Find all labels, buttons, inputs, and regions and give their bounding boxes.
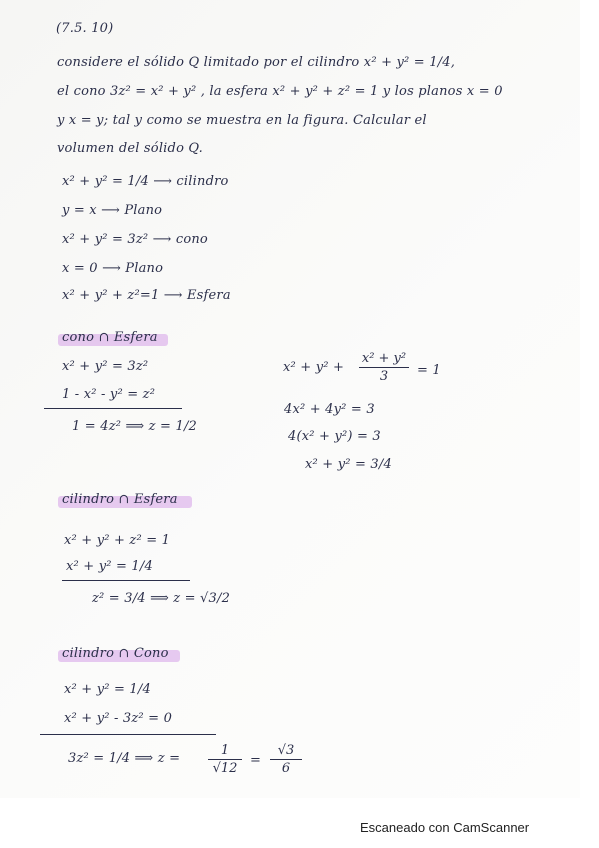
section-title-cono-esfera: cono ∩ Esfera (62, 330, 158, 345)
subtraction-rule-1 (44, 408, 182, 409)
result-equals: = (250, 753, 262, 768)
cilindro-esfera-line-1: x² + y² + z² = 1 (64, 533, 171, 548)
statement-line-1: considere el sólido Q limitado por el cilindro x² + y² = 1/4, (57, 55, 456, 70)
cono-esfera-right-2: 4x² + 4y² = 3 (284, 402, 375, 417)
result-fraction-1 (208, 744, 242, 775)
fraction-numerator: x² + y² (361, 351, 407, 366)
cono-esfera-right-1-prefix: x² + y² + (283, 360, 345, 375)
surface-cono: x² + y² = 3z² ⟶ cono (62, 232, 208, 247)
subtraction-rule-3 (40, 734, 216, 735)
result-fraction-1-denominator: √12 (212, 761, 238, 777)
statement-line-2: el cono 3z² = x² + y² , la esfera x² + y² + z² = 1 y los planos x = 0 (57, 84, 503, 99)
fraction-denominator: 3 (379, 369, 389, 385)
cono-esfera-right-1-suffix: = 1 (417, 363, 441, 378)
result-fraction-2-bar (270, 759, 302, 760)
cilindro-esfera-line-2: x² + y² = 1/4 (66, 559, 153, 574)
surface-plano-yx: y = x ⟶ Plano (62, 203, 163, 218)
statement-line-3: y x = y; tal y como se muestra en la figura. Calcular el (57, 113, 427, 128)
cono-esfera-left-3: 1 = 4z² ⟹ z = 1/2 (72, 419, 197, 434)
cono-esfera-right-4: x² + y² = 3/4 (305, 457, 392, 472)
surface-plano-x0: x = 0 ⟶ Plano (62, 261, 164, 276)
fraction-bar (359, 367, 409, 368)
result-fraction-1-numerator: 1 (220, 743, 230, 758)
exercise-number: (7.5. 10) (56, 21, 114, 36)
cono-esfera-fraction (359, 352, 409, 383)
cono-esfera-left-2: 1 - x² - y² = z² (62, 387, 156, 402)
section-title-cilindro-cono: cilindro ∩ Cono (62, 646, 169, 661)
cilindro-cono-result-prefix: 3z² = 1/4 ⟹ z = (68, 751, 181, 766)
section-title-cilindro-esfera: cilindro ∩ Esfera (62, 492, 178, 507)
result-fraction-2 (270, 744, 302, 775)
subtraction-rule-2 (62, 580, 190, 581)
scanner-watermark: Escaneado con CamScanner (360, 820, 530, 835)
cilindro-cono-line-2: x² + y² - 3z² = 0 (64, 711, 173, 726)
result-fraction-2-numerator: √3 (277, 743, 295, 758)
cono-esfera-right-3: 4(x² + y²) = 3 (288, 429, 381, 444)
cilindro-cono-line-1: x² + y² = 1/4 (64, 682, 151, 697)
cono-esfera-left-1: x² + y² = 3z² (62, 359, 149, 374)
result-fraction-2-denominator: 6 (281, 761, 291, 777)
result-fraction-1-bar (208, 759, 242, 760)
surface-cilindro: x² + y² = 1/4 ⟶ cilindro (62, 174, 229, 189)
statement-line-4: volumen del sólido Q. (57, 141, 203, 156)
cilindro-esfera-line-3: z² = 3/4 ⟹ z = √3/2 (92, 591, 231, 606)
surface-esfera: x² + y² + z²=1 ⟶ Esfera (62, 288, 231, 303)
